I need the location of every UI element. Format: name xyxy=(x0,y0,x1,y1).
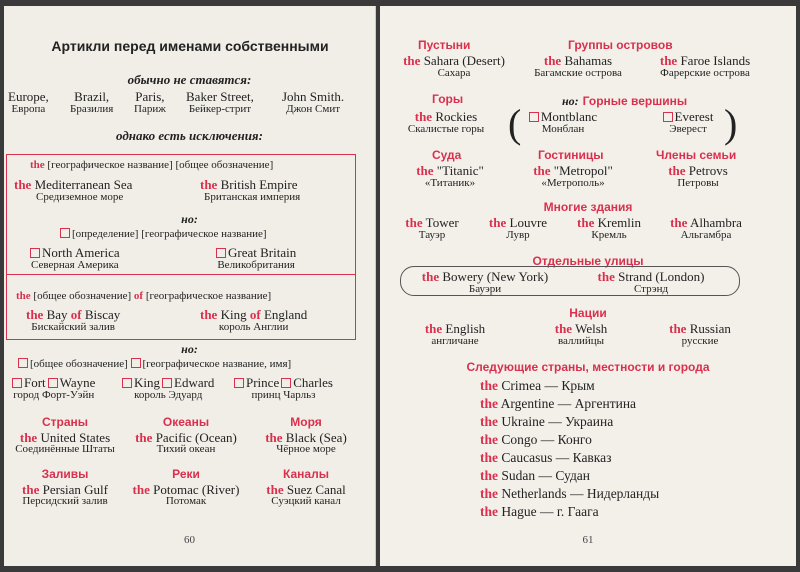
category-oceans xyxy=(124,416,248,456)
heading-mountains: Горы xyxy=(432,92,464,106)
article-the: the xyxy=(14,177,32,192)
rule-text: [общее обозначение] xyxy=(30,358,128,370)
rule-geo-general xyxy=(30,159,273,171)
empty-article-box-icon xyxy=(663,112,673,122)
no-article-europe xyxy=(8,90,49,115)
example-ru: Суэцкий канал xyxy=(271,495,341,508)
example-en: John Smith. xyxy=(282,89,345,104)
heading-buildings: Многие здания xyxy=(543,200,633,214)
example-en: Paris, xyxy=(135,89,165,104)
category-heading: Океаны xyxy=(162,415,210,429)
empty-article-box-icon xyxy=(529,112,539,122)
example-en: Biscay xyxy=(84,307,121,322)
category-heading: Реки xyxy=(172,467,200,481)
example-ru: город Форт-Уэйн xyxy=(13,388,95,401)
example-en: North America xyxy=(42,245,120,260)
list-item-text: Sudan — Судан xyxy=(501,468,591,483)
example-en: Great Britain xyxy=(228,245,297,260)
example-rockies xyxy=(394,110,498,135)
heading-hotels: Гостиницы xyxy=(538,148,604,162)
article-the: the xyxy=(26,307,44,322)
example-ru: «Метрополь» xyxy=(541,176,605,189)
example-ru: Альгамбра xyxy=(680,228,732,241)
list-item xyxy=(480,396,636,412)
article-the: the xyxy=(480,450,498,465)
article-the: the xyxy=(597,269,615,284)
example-en: Wayne xyxy=(59,375,96,390)
but-label: но: xyxy=(181,342,198,356)
bracket-open: ( xyxy=(508,101,522,146)
heading-list: Следующие страны, местности и города xyxy=(466,360,710,374)
no-article-baker-street xyxy=(186,90,254,115)
example-ru: Потомак xyxy=(165,495,207,508)
example-bowery xyxy=(410,270,560,295)
no-article-john-smith xyxy=(282,90,344,115)
example-en: Edward xyxy=(174,375,215,390)
example-titanic xyxy=(402,164,498,189)
page-number: 61 xyxy=(582,534,594,546)
article-the: the xyxy=(480,468,498,483)
article-the: the xyxy=(421,269,440,284)
list-item-text: Crimea — Крым xyxy=(501,378,595,393)
category-heading: Страны xyxy=(41,415,89,429)
example-en: Europe, xyxy=(8,89,49,104)
example-en: United States xyxy=(40,429,111,445)
example-ru: Петровы xyxy=(677,176,719,189)
example-en: Brazil, xyxy=(74,89,110,104)
example-ru: Джон Смит xyxy=(286,102,341,115)
heading-peaks xyxy=(562,92,687,110)
category-heading: Горные вершины xyxy=(582,94,688,108)
list-item xyxy=(480,450,611,466)
article-the: the xyxy=(266,481,284,497)
but-label: но: xyxy=(562,94,579,108)
article-the: the xyxy=(403,53,421,68)
example-ru: Персидский залив xyxy=(22,495,108,508)
example-en: Sahara (Desert) xyxy=(423,53,505,68)
example-en: Persian Gulf xyxy=(42,481,108,497)
example-ru: «Титаник» xyxy=(424,176,476,189)
rule-general-geo-name xyxy=(18,358,291,370)
rule-text: [общее обозначение] xyxy=(33,290,132,302)
example-ru: англичане xyxy=(431,334,479,347)
article-the: the xyxy=(480,432,498,447)
empty-article-box-icon xyxy=(216,248,226,258)
example-ru: Великобритания xyxy=(217,258,295,271)
empty-article-box-icon xyxy=(18,358,28,368)
list-item-text: Netherlands — Нидерланды xyxy=(501,486,660,501)
example-ru: Чёрное море xyxy=(276,443,336,456)
article-the: the xyxy=(670,215,688,230)
article-the: the xyxy=(577,215,595,230)
example-en: Bowery (New York) xyxy=(442,269,549,284)
example-en: Bahamas xyxy=(564,53,613,68)
category-countries xyxy=(6,416,124,456)
list-item xyxy=(480,414,613,430)
example-en: England xyxy=(263,307,308,322)
example-bahamas xyxy=(518,54,638,79)
example-mediterranean xyxy=(14,178,132,203)
example-en: Fort xyxy=(24,375,46,390)
empty-article-box-icon xyxy=(122,378,132,388)
example-en: Prince xyxy=(246,375,280,390)
example-alhambra xyxy=(658,216,754,241)
rule-text: [географическое название, имя] xyxy=(142,358,292,370)
rule-text: [определение] [географическое название] xyxy=(72,228,267,240)
example-ru: король Англии xyxy=(218,320,289,333)
example-en: King xyxy=(220,307,247,322)
article-the: the xyxy=(30,159,45,171)
example-fort-wayne xyxy=(12,376,95,401)
example-king-of-england xyxy=(200,308,307,333)
example-ru: Монблан xyxy=(541,122,585,135)
article-the: the xyxy=(200,177,218,192)
list-item xyxy=(480,432,592,448)
empty-article-box-icon xyxy=(131,358,141,368)
example-north-america xyxy=(30,246,120,271)
example-louvre xyxy=(478,216,558,241)
example-ru: валлийцы xyxy=(557,334,605,347)
exceptions-divider xyxy=(6,274,356,275)
example-en: Welsh xyxy=(575,321,608,336)
article-the: the xyxy=(480,414,498,429)
example-en: "Titanic" xyxy=(436,163,484,178)
list-item xyxy=(480,468,590,484)
example-en: Kremlin xyxy=(597,215,641,230)
no-article-paris xyxy=(134,90,166,115)
heading-island-groups: Группы островов xyxy=(568,38,673,52)
example-ru: принц Чарльз xyxy=(251,388,316,401)
article-the: the xyxy=(659,53,678,68)
rule-text: [географическое название] [общее обозначение] xyxy=(47,159,274,171)
article-the: the xyxy=(132,481,150,497)
rule-text: [географическое название] xyxy=(145,290,272,302)
example-everest xyxy=(652,110,724,135)
example-en: Russian xyxy=(689,321,731,336)
article-the: the xyxy=(669,321,687,336)
example-ru: Бразилия xyxy=(70,102,114,115)
example-en: Petrovs xyxy=(688,163,728,178)
empty-article-box-icon xyxy=(12,378,22,388)
example-ru: Париж xyxy=(134,102,166,115)
example-british-empire xyxy=(200,178,300,203)
preposition-of: of xyxy=(70,307,82,322)
example-ru: русские xyxy=(681,334,719,347)
example-en: King xyxy=(134,375,160,390)
example-en: "Metropol" xyxy=(553,163,613,178)
list-item-text: Congo — Конго xyxy=(501,432,592,447)
example-en: Faroe Islands xyxy=(680,53,751,68)
category-canals xyxy=(254,468,358,508)
example-ru: Эверест xyxy=(669,122,707,135)
article-the: the xyxy=(480,396,498,411)
list-item-text: Argentine — Аргентина xyxy=(500,396,637,411)
article-the: the xyxy=(488,215,507,230)
example-great-britain xyxy=(216,246,296,271)
article-the: the xyxy=(668,163,686,178)
example-en: Strand (London) xyxy=(618,269,705,284)
empty-article-box-icon xyxy=(60,228,70,238)
example-ru: Кремль xyxy=(591,228,627,241)
empty-article-box-icon xyxy=(30,248,40,258)
category-heading: Моря xyxy=(290,415,322,429)
heading-deserts: Пустыни xyxy=(418,38,471,52)
example-en: British Empire xyxy=(220,177,298,192)
list-item xyxy=(480,486,659,502)
example-en: Charles xyxy=(293,375,333,390)
example-ru: Скалистые горы xyxy=(407,122,485,135)
example-ru: Багамские острова xyxy=(534,66,622,79)
preposition-of: of xyxy=(133,290,144,302)
rule-definition-geo xyxy=(60,228,267,240)
example-en: Baker Street, xyxy=(186,89,254,104)
example-bay-of-biscay xyxy=(26,308,120,333)
rule-general-of-geo xyxy=(16,290,271,302)
example-ru: Средиземное море xyxy=(36,190,124,203)
example-en: Everest xyxy=(674,109,714,124)
list-item xyxy=(480,378,595,394)
article-the: the xyxy=(480,504,498,519)
example-metropol xyxy=(520,164,626,189)
left-page xyxy=(4,6,376,566)
empty-article-box-icon xyxy=(48,378,58,388)
category-heading: Заливы xyxy=(41,467,89,481)
example-ru: Лувр xyxy=(506,228,530,241)
article-the: the xyxy=(200,307,218,322)
empty-article-box-icon xyxy=(234,378,244,388)
article-the: the xyxy=(265,429,283,445)
example-ru: Тауэр xyxy=(418,228,446,241)
article-the: the xyxy=(424,321,443,336)
example-tower xyxy=(394,216,470,241)
but-label: но: xyxy=(181,212,198,226)
example-ru: Бискайский залив xyxy=(31,320,115,333)
no-article-brazil xyxy=(70,90,113,115)
example-welsh xyxy=(536,322,626,347)
page-number: 60 xyxy=(184,534,195,546)
right-page xyxy=(380,6,796,566)
empty-article-box-icon xyxy=(281,378,291,388)
empty-article-box-icon xyxy=(162,378,172,388)
page-title: Артикли перед именами собственными xyxy=(51,38,329,54)
example-en: Rockies xyxy=(435,109,478,124)
article-the: the xyxy=(480,486,498,501)
example-ru: Европа xyxy=(11,102,46,115)
heading-ships: Суда xyxy=(432,148,462,162)
example-russian xyxy=(652,322,748,347)
example-en: Alhambra xyxy=(689,215,742,230)
not-used-heading: обычно не ставятся: xyxy=(127,72,252,87)
example-ru: Сахара xyxy=(437,66,471,79)
article-the: the xyxy=(554,321,573,336)
example-en: Louvre xyxy=(509,215,548,230)
exceptions-heading: однако есть исключения: xyxy=(116,128,263,143)
preposition-of: of xyxy=(249,307,261,322)
article-the: the xyxy=(414,109,433,124)
category-rivers xyxy=(124,468,248,508)
example-petrovs xyxy=(650,164,746,189)
example-prince-charles xyxy=(234,376,333,401)
article-the: the xyxy=(543,53,562,68)
example-kremlin xyxy=(566,216,652,241)
example-ru: Британская империя xyxy=(204,190,301,203)
example-strand xyxy=(576,270,726,295)
example-en: Potomac (River) xyxy=(153,481,240,497)
category-heading: Каналы xyxy=(283,467,329,481)
bracket-close: ) xyxy=(724,101,738,146)
category-gulfs xyxy=(6,468,124,508)
example-faroe xyxy=(642,54,768,79)
example-en: Tower xyxy=(425,215,459,230)
article-the: the xyxy=(405,215,423,230)
example-sahara xyxy=(394,54,514,79)
article-the: the xyxy=(19,429,38,445)
example-ru: Бауэри xyxy=(468,282,502,295)
example-ru: Соединённые Штаты xyxy=(15,443,115,456)
example-ru: король Эдуард xyxy=(134,388,203,401)
article-the: the xyxy=(135,429,153,445)
category-seas xyxy=(254,416,358,456)
list-item-text: Ukraine — Украина xyxy=(501,414,614,429)
heading-family: Члены семьи xyxy=(656,148,737,162)
list-item-text: Caucasus — Кавказ xyxy=(501,450,612,465)
example-en: English xyxy=(445,321,486,336)
example-english xyxy=(410,322,500,347)
example-en: Mediterranean Sea xyxy=(34,177,133,192)
example-en: Suez Canal xyxy=(286,481,346,497)
heading-streets: Отдельные улицы xyxy=(532,254,644,268)
example-ru: Фарерские острова xyxy=(660,66,750,79)
example-ru: Тихий океан xyxy=(156,443,216,456)
article-the: the xyxy=(533,163,551,178)
article-the: the xyxy=(416,163,434,178)
example-king-edward xyxy=(122,376,214,401)
example-en: Montblanc xyxy=(540,109,598,124)
example-en: Pacific (Ocean) xyxy=(155,429,237,445)
example-en: Bay xyxy=(46,307,68,322)
example-ru: Бейкер-стрит xyxy=(188,102,252,115)
list-item xyxy=(480,504,599,520)
heading-nations: Нации xyxy=(569,306,607,320)
article-the: the xyxy=(480,378,498,393)
article-the: the xyxy=(16,290,31,302)
example-ru: Стрэнд xyxy=(633,282,669,295)
article-the: the xyxy=(22,481,40,497)
example-ru: Северная Америка xyxy=(30,258,119,271)
example-en: Black (Sea) xyxy=(285,429,347,445)
example-montblanc xyxy=(522,110,604,135)
list-item-text: Hague — г. Гаага xyxy=(501,504,599,519)
